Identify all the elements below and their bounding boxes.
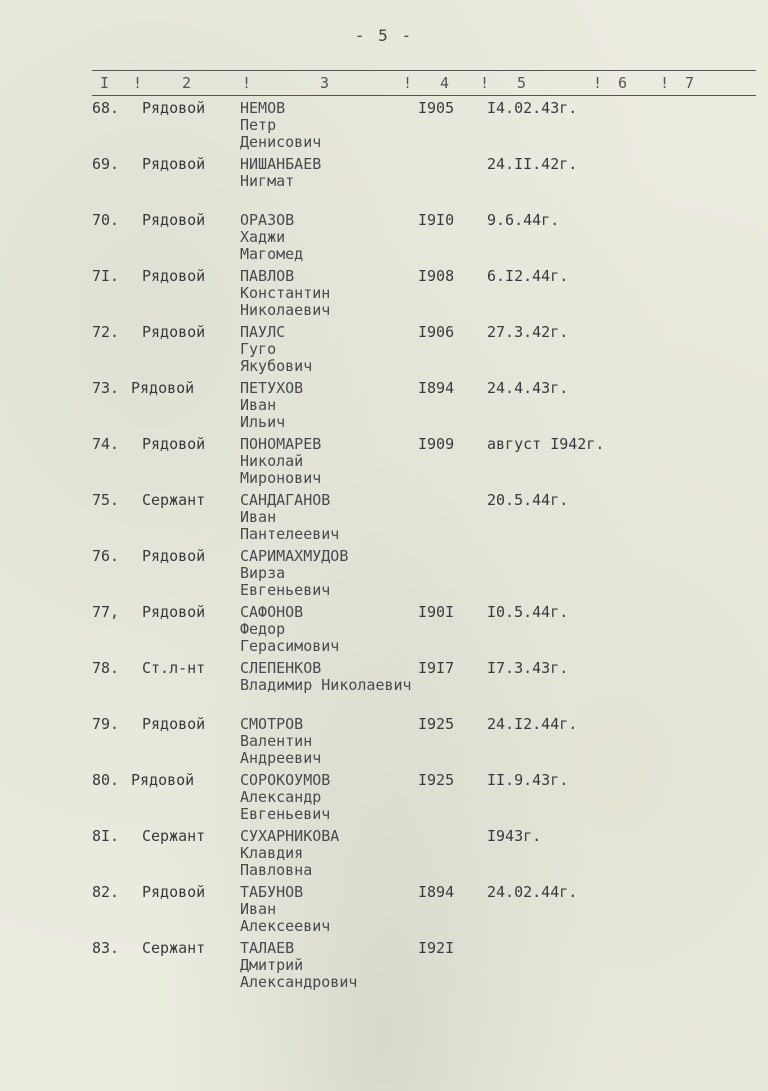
row-patronymic: Евгеньевич [240, 581, 331, 599]
row-patronymic: Денисович [240, 133, 322, 151]
row-date: 24.II.42г. [487, 155, 578, 173]
row-number: 80. [92, 771, 120, 789]
row-patronymic: Павловна [240, 861, 313, 879]
row-patronymic: Александрович [240, 973, 358, 991]
row-patronymic: Евгеньевич [240, 805, 331, 823]
row-patronymic: Николаевич [240, 301, 331, 319]
row-rank: Сержант [142, 939, 206, 957]
row-full-name [240, 100, 321, 151]
row-number: 83. [92, 939, 120, 957]
row-number: 8I. [92, 827, 120, 845]
row-rank: Рядовой [142, 211, 206, 229]
row-number: 7I. [92, 267, 120, 285]
row-number: 75. [92, 491, 120, 509]
row-surname: ТАБУНОВ [240, 883, 304, 901]
row-number: 72. [92, 323, 120, 341]
row-birth-year: I925 [418, 715, 455, 733]
row-rank: Рядовой [142, 547, 206, 565]
row-surname: ОРАЗОВ [240, 211, 295, 229]
row-surname: НЕМОВ [240, 99, 286, 117]
row-first-name: Николай [240, 452, 304, 470]
row-full-name [240, 436, 321, 487]
row-full-name [240, 212, 303, 263]
row-surname: НИШАНБАЕВ [240, 155, 322, 173]
row-rank: Рядовой [131, 771, 195, 789]
row-birth-year: I894 [418, 883, 455, 901]
row-first-name: Петр [240, 116, 277, 134]
row-first-name: Иван [240, 900, 277, 918]
row-first-name: Хаджи [240, 228, 286, 246]
row-date: I7.3.43г. [487, 659, 569, 677]
header-separator: ! [242, 74, 252, 92]
row-number: 68. [92, 99, 120, 117]
row-surname: САФОНОВ [240, 603, 304, 621]
list-item [0, 604, 768, 660]
header-col-7: 7 [685, 74, 695, 92]
list-item [0, 772, 768, 828]
row-surname: СЛЕПЕНКОВ [240, 659, 322, 677]
row-rank: Рядовой [131, 379, 195, 397]
table-header [0, 74, 768, 94]
row-date: август I942г. [487, 435, 605, 453]
row-date: II.9.43г. [487, 771, 569, 789]
row-date: 27.3.42г. [487, 323, 569, 341]
header-separator: ! [660, 74, 670, 92]
row-full-name [240, 548, 348, 599]
row-full-name [240, 604, 339, 655]
list-item [0, 492, 768, 548]
list-item [0, 716, 768, 772]
row-rank: Рядовой [142, 603, 206, 621]
row-patronymic: Магомед [240, 245, 304, 263]
row-surname: ПОНОМАРЕВ [240, 435, 322, 453]
header-separator: ! [480, 74, 490, 92]
row-full-name [240, 884, 330, 935]
row-birth-year: I925 [418, 771, 455, 789]
row-full-name [240, 380, 303, 431]
row-date: I4.02.43г. [487, 99, 578, 117]
row-surname: ТАЛАЕВ [240, 939, 295, 957]
list-item [0, 940, 768, 996]
row-rank: Рядовой [142, 99, 206, 117]
row-full-name [240, 492, 339, 543]
row-first-name: Валентин [240, 732, 313, 750]
row-patronymic: Ильич [240, 413, 286, 431]
row-patronymic: Алексеевич [240, 917, 331, 935]
row-birth-year: I909 [418, 435, 455, 453]
header-top-rule [92, 70, 756, 71]
row-birth-year: I894 [418, 379, 455, 397]
row-full-name [240, 268, 330, 319]
row-full-name [240, 716, 321, 767]
row-date: 6.I2.44г. [487, 267, 569, 285]
header-separator: ! [403, 74, 413, 92]
row-rank: Рядовой [142, 883, 206, 901]
row-full-name [240, 772, 330, 823]
header-separator: ! [133, 74, 143, 92]
row-number: 79. [92, 715, 120, 733]
row-birth-year: I906 [418, 323, 455, 341]
header-col-2: 2 [182, 74, 192, 92]
row-patronymic: Герасимович [240, 637, 340, 655]
row-first-name: Клавдия [240, 844, 304, 862]
row-first-name: Иван [240, 508, 277, 526]
row-first-name: Дмитрий [240, 956, 304, 974]
row-first-name: Иван [240, 396, 277, 414]
row-surname: САНДАГАНОВ [240, 491, 331, 509]
header-col-1: I [100, 74, 110, 92]
list-item [0, 380, 768, 436]
header-col-3: 3 [320, 74, 330, 92]
row-rank: Сержант [142, 491, 206, 509]
row-patronymic: Пантелеевич [240, 525, 340, 543]
row-date: I0.5.44г. [487, 603, 569, 621]
row-surname: СОРОКОУМОВ [240, 771, 331, 789]
row-full-name [240, 940, 357, 991]
row-date: 24.02.44г. [487, 883, 578, 901]
row-number: 70. [92, 211, 120, 229]
row-full-name [240, 156, 321, 207]
list-item [0, 212, 768, 268]
row-birth-year: I908 [418, 267, 455, 285]
row-full-name [240, 324, 312, 375]
page-number: - 5 - [354, 26, 414, 45]
row-number: 69. [92, 155, 120, 173]
row-number: 77, [92, 603, 120, 621]
row-first-name: Вирза [240, 564, 286, 582]
row-rank: Рядовой [142, 435, 206, 453]
list-item [0, 100, 768, 156]
row-rank: Сержант [142, 827, 206, 845]
list-item [0, 548, 768, 604]
row-patronymic [240, 694, 412, 711]
row-full-name [240, 660, 412, 711]
row-birth-year: I9I0 [418, 211, 455, 229]
row-surname: СУХАРНИКОВА [240, 827, 340, 845]
row-birth-year: I92I [418, 939, 455, 957]
row-date: 20.5.44г. [487, 491, 569, 509]
row-birth-year: I905 [418, 99, 455, 117]
list-item [0, 660, 768, 716]
row-birth-year: I90I [418, 603, 455, 621]
row-rank: Рядовой [142, 323, 206, 341]
row-surname: САРИМАХМУДОВ [240, 547, 349, 565]
header-col-5: 5 [517, 74, 527, 92]
header-separator: ! [593, 74, 603, 92]
row-first-name: Константин [240, 284, 331, 302]
row-full-name [240, 828, 339, 879]
list-item [0, 828, 768, 884]
row-first-name: Гуго [240, 340, 277, 358]
row-first-name: Федор [240, 620, 286, 638]
list-item [0, 436, 768, 492]
row-number: 76. [92, 547, 120, 565]
row-number: 78. [92, 659, 120, 677]
row-rank: Рядовой [142, 155, 206, 173]
row-first-name: Владимир Николаевич [240, 676, 412, 694]
row-surname: ПЕТУХОВ [240, 379, 304, 397]
row-date: 9.6.44г. [487, 211, 560, 229]
list-item [0, 884, 768, 940]
header-col-4: 4 [440, 74, 450, 92]
list-item [0, 156, 768, 212]
header-bottom-rule [92, 95, 756, 96]
row-date: 24.4.43г. [487, 379, 569, 397]
list-item [0, 268, 768, 324]
row-number: 74. [92, 435, 120, 453]
personnel-list [0, 100, 768, 996]
row-rank: Ст.л-нт [142, 659, 206, 677]
row-date: I943г. [487, 827, 542, 845]
row-surname: СМОТРОВ [240, 715, 304, 733]
row-rank: Рядовой [142, 267, 206, 285]
row-rank: Рядовой [142, 715, 206, 733]
row-patronymic: Миронович [240, 469, 322, 487]
row-date: 24.I2.44г. [487, 715, 578, 733]
list-item [0, 324, 768, 380]
row-patronymic: Андреевич [240, 749, 322, 767]
row-first-name: Александр [240, 788, 322, 806]
row-surname: ПАВЛОВ [240, 267, 295, 285]
row-patronymic: Якубович [240, 357, 313, 375]
row-patronymic [240, 190, 321, 207]
row-number: 73. [92, 379, 120, 397]
row-first-name: Нигмат [240, 172, 295, 190]
row-number: 82. [92, 883, 120, 901]
header-col-6: 6 [618, 74, 628, 92]
row-surname: ПАУЛС [240, 323, 286, 341]
row-birth-year: I9I7 [418, 659, 455, 677]
